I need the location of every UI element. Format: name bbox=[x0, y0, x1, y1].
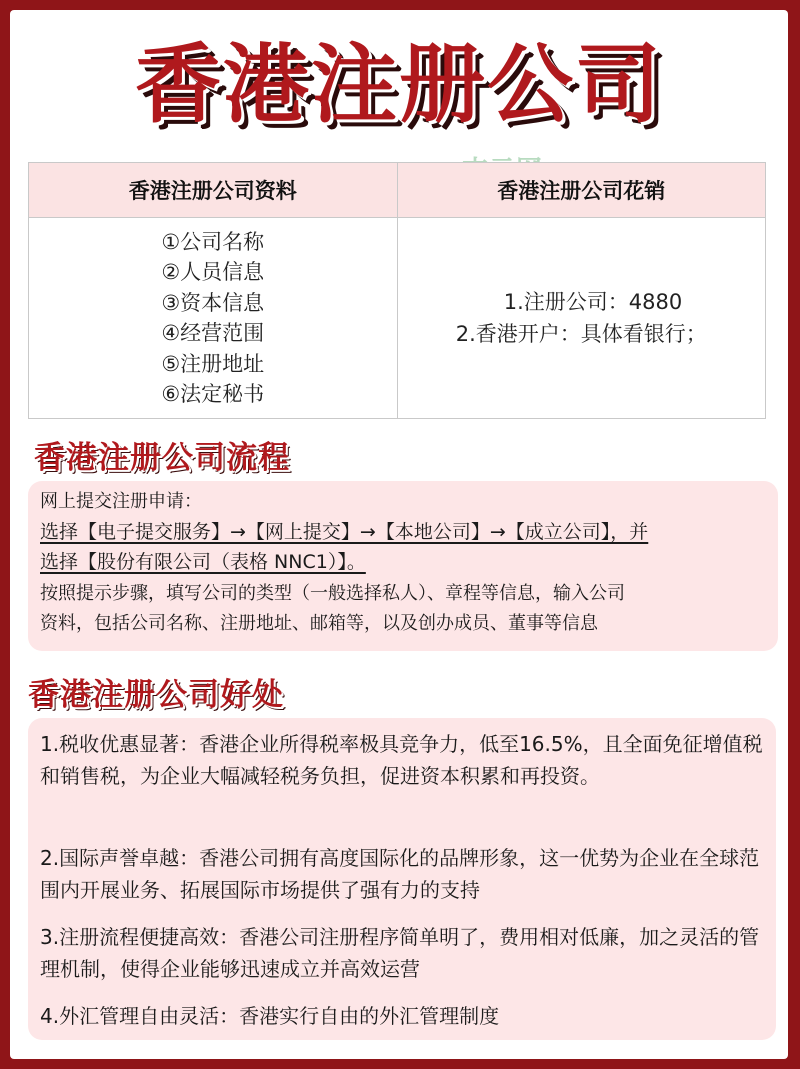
cost-item: 1.注册公司：4880 bbox=[503, 290, 683, 314]
poster-title: 香港注册公司 bbox=[135, 35, 663, 135]
process-box bbox=[28, 481, 778, 651]
materials-item: ①公司名称 bbox=[161, 229, 265, 254]
materials-cell bbox=[29, 218, 398, 419]
materials-item: ⑥法定秘书 bbox=[161, 382, 265, 406]
cost-item: 2.香港开户：具体看银行； bbox=[455, 322, 707, 346]
process-line: 资料，包括公司名称、注册地址、邮箱等，以及创办成员、董事等信息 bbox=[40, 613, 598, 634]
process-line: 选择【电子提交服务】→【网上提交】→【本地公司】→【成立公司】，并 bbox=[40, 521, 649, 543]
process-line: 按照提示步骤，填写公司的类型（一般选择私人）、章程等信息，输入公司 bbox=[40, 583, 625, 604]
benefit-item: 4.外汇管理自由灵活：香港实行自由的外汇管理制度 bbox=[40, 1004, 500, 1028]
benefit-item: 2.国际声誉卓越：香港公司拥有高度国际化的品牌形象，这一优势为企业在全球范围内开展业务、拓展国际市场提供了强有力的支持 bbox=[40, 846, 760, 902]
info-table bbox=[28, 162, 766, 419]
materials-item: ②人员信息 bbox=[161, 260, 265, 284]
benefit-item: 3.注册流程便捷高效：香港公司注册程序简单明了，费用相对低廉，加之灵活的管理机制，使得企业能够迅速成立并高效运营 bbox=[40, 925, 760, 981]
process-line: 网上提交注册申请： bbox=[40, 491, 202, 512]
table-header-materials: 香港注册公司资料 bbox=[29, 163, 398, 218]
benefits-heading: 香港注册公司好处 bbox=[28, 677, 284, 713]
materials-item: ③资本信息 bbox=[161, 290, 265, 315]
poster-page bbox=[10, 10, 788, 1059]
benefit-item: 1.税收优惠显著：香港企业所得税率极具竞争力，低至16.5%，且全面免征增值税和销售税，为企业大幅减轻税务负担，促进资本积累和再投资。 bbox=[40, 732, 763, 788]
process-line: 选择【股份有限公司（表格 NNC1）】。 bbox=[40, 551, 366, 573]
table-header-costs: 香港注册公司花销 bbox=[397, 163, 766, 218]
process-heading: 香港注册公司流程 bbox=[34, 440, 290, 476]
costs-cell bbox=[397, 218, 766, 419]
benefits-box bbox=[28, 718, 776, 1040]
materials-item: ⑤注册地址 bbox=[161, 351, 265, 376]
materials-item: ④经营范围 bbox=[161, 321, 265, 345]
